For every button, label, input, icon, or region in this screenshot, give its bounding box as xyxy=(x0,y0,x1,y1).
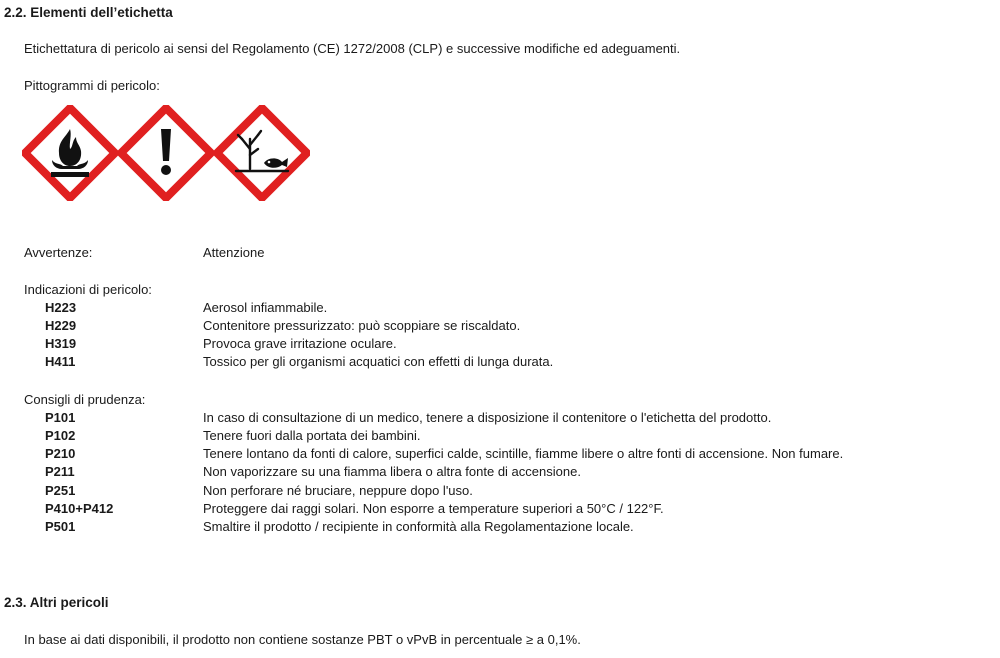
exclamation-mark-icon xyxy=(118,105,214,201)
precautionary-text: In caso di consultazione di un medico, tenere a disposizione il contenitore o l'etichetta del prodotto. xyxy=(203,410,772,425)
precautionary-text: Non vaporizzare su una fiamma libera o altra fonte di accensione. xyxy=(203,464,581,479)
hazard-text: Aerosol infiammabile. xyxy=(203,300,328,315)
precautionary-statement-row xyxy=(0,464,1000,482)
section-2-3-title: 2.3. Altri pericoli xyxy=(4,595,109,610)
hazard-statement-row xyxy=(0,300,1000,318)
precautionary-text: Proteggere dai raggi solari. Non esporre a temperature superiori a 50°C / 122°F. xyxy=(203,501,664,516)
precautionary-code: P211 xyxy=(45,464,75,479)
precautionary-statement-row xyxy=(0,428,1000,446)
hazard-code: H319 xyxy=(45,336,77,351)
clp-intro-text: Etichettatura di pericolo ai sensi del Regolamento (CE) 1272/2008 (CLP) e successive modifiche ed adeguamenti. xyxy=(24,41,681,56)
precautionary-text: Tenere fuori dalla portata dei bambini. xyxy=(203,428,421,443)
hazard-statement-row xyxy=(0,318,1000,336)
hazard-statement-row xyxy=(0,336,1000,354)
precautionary-text: Non perforare né bruciare, neppure dopo l'uso. xyxy=(203,483,473,498)
hazard-statement-row xyxy=(0,354,1000,372)
precautionary-statement-row xyxy=(0,501,1000,519)
precautionary-statement-row xyxy=(0,519,1000,537)
precautionary-code: P501 xyxy=(45,519,76,534)
hazard-text: Contenitore pressurizzato: può scoppiare se riscaldato. xyxy=(203,318,521,333)
flame-icon xyxy=(22,105,118,201)
pictograms-label: Pittogrammi di pericolo: xyxy=(24,78,160,93)
other-hazards-text: In base ai dati disponibili, il prodotto non contiene sostanze PBT o vPvB in percentuale ≥ a 0,1%. xyxy=(24,632,581,647)
precautionary-code: P102 xyxy=(45,428,76,443)
precautionary-code: P210 xyxy=(45,446,76,461)
signal-word-value: Attenzione xyxy=(203,245,265,260)
precautionary-statement-row xyxy=(0,483,1000,501)
hazard-code: H229 xyxy=(45,318,77,333)
section-2-2-title: 2.2. Elementi dell’etichetta xyxy=(4,5,173,20)
precautionary-code: P251 xyxy=(45,483,76,498)
hazard-text: Tossico per gli organismi acquatici con effetti di lunga durata. xyxy=(203,354,554,369)
hazard-statements-label: Indicazioni di pericolo: xyxy=(24,282,152,297)
pictograms-row xyxy=(22,105,312,201)
precautionary-statement-row xyxy=(0,446,1000,464)
precautionary-code: P410+P412 xyxy=(45,501,114,516)
precautionary-statements-label: Consigli di prudenza: xyxy=(24,392,146,407)
precautionary-statement-row xyxy=(0,410,1000,428)
hazard-text: Provoca grave irritazione oculare. xyxy=(203,336,397,351)
precautionary-text: Smaltire il prodotto / recipiente in conformità alla Regolamentazione locale. xyxy=(203,519,634,534)
signal-word-label: Avvertenze: xyxy=(24,245,93,260)
precautionary-text: Tenere lontano da fonti di calore, superfici calde, scintille, fiamme libere o altre fonti di accensione. Non fumare. xyxy=(203,446,844,461)
hazard-code: H411 xyxy=(45,354,76,369)
environment-icon xyxy=(214,105,310,201)
precautionary-code: P101 xyxy=(45,410,76,425)
hazard-code: H223 xyxy=(45,300,77,315)
